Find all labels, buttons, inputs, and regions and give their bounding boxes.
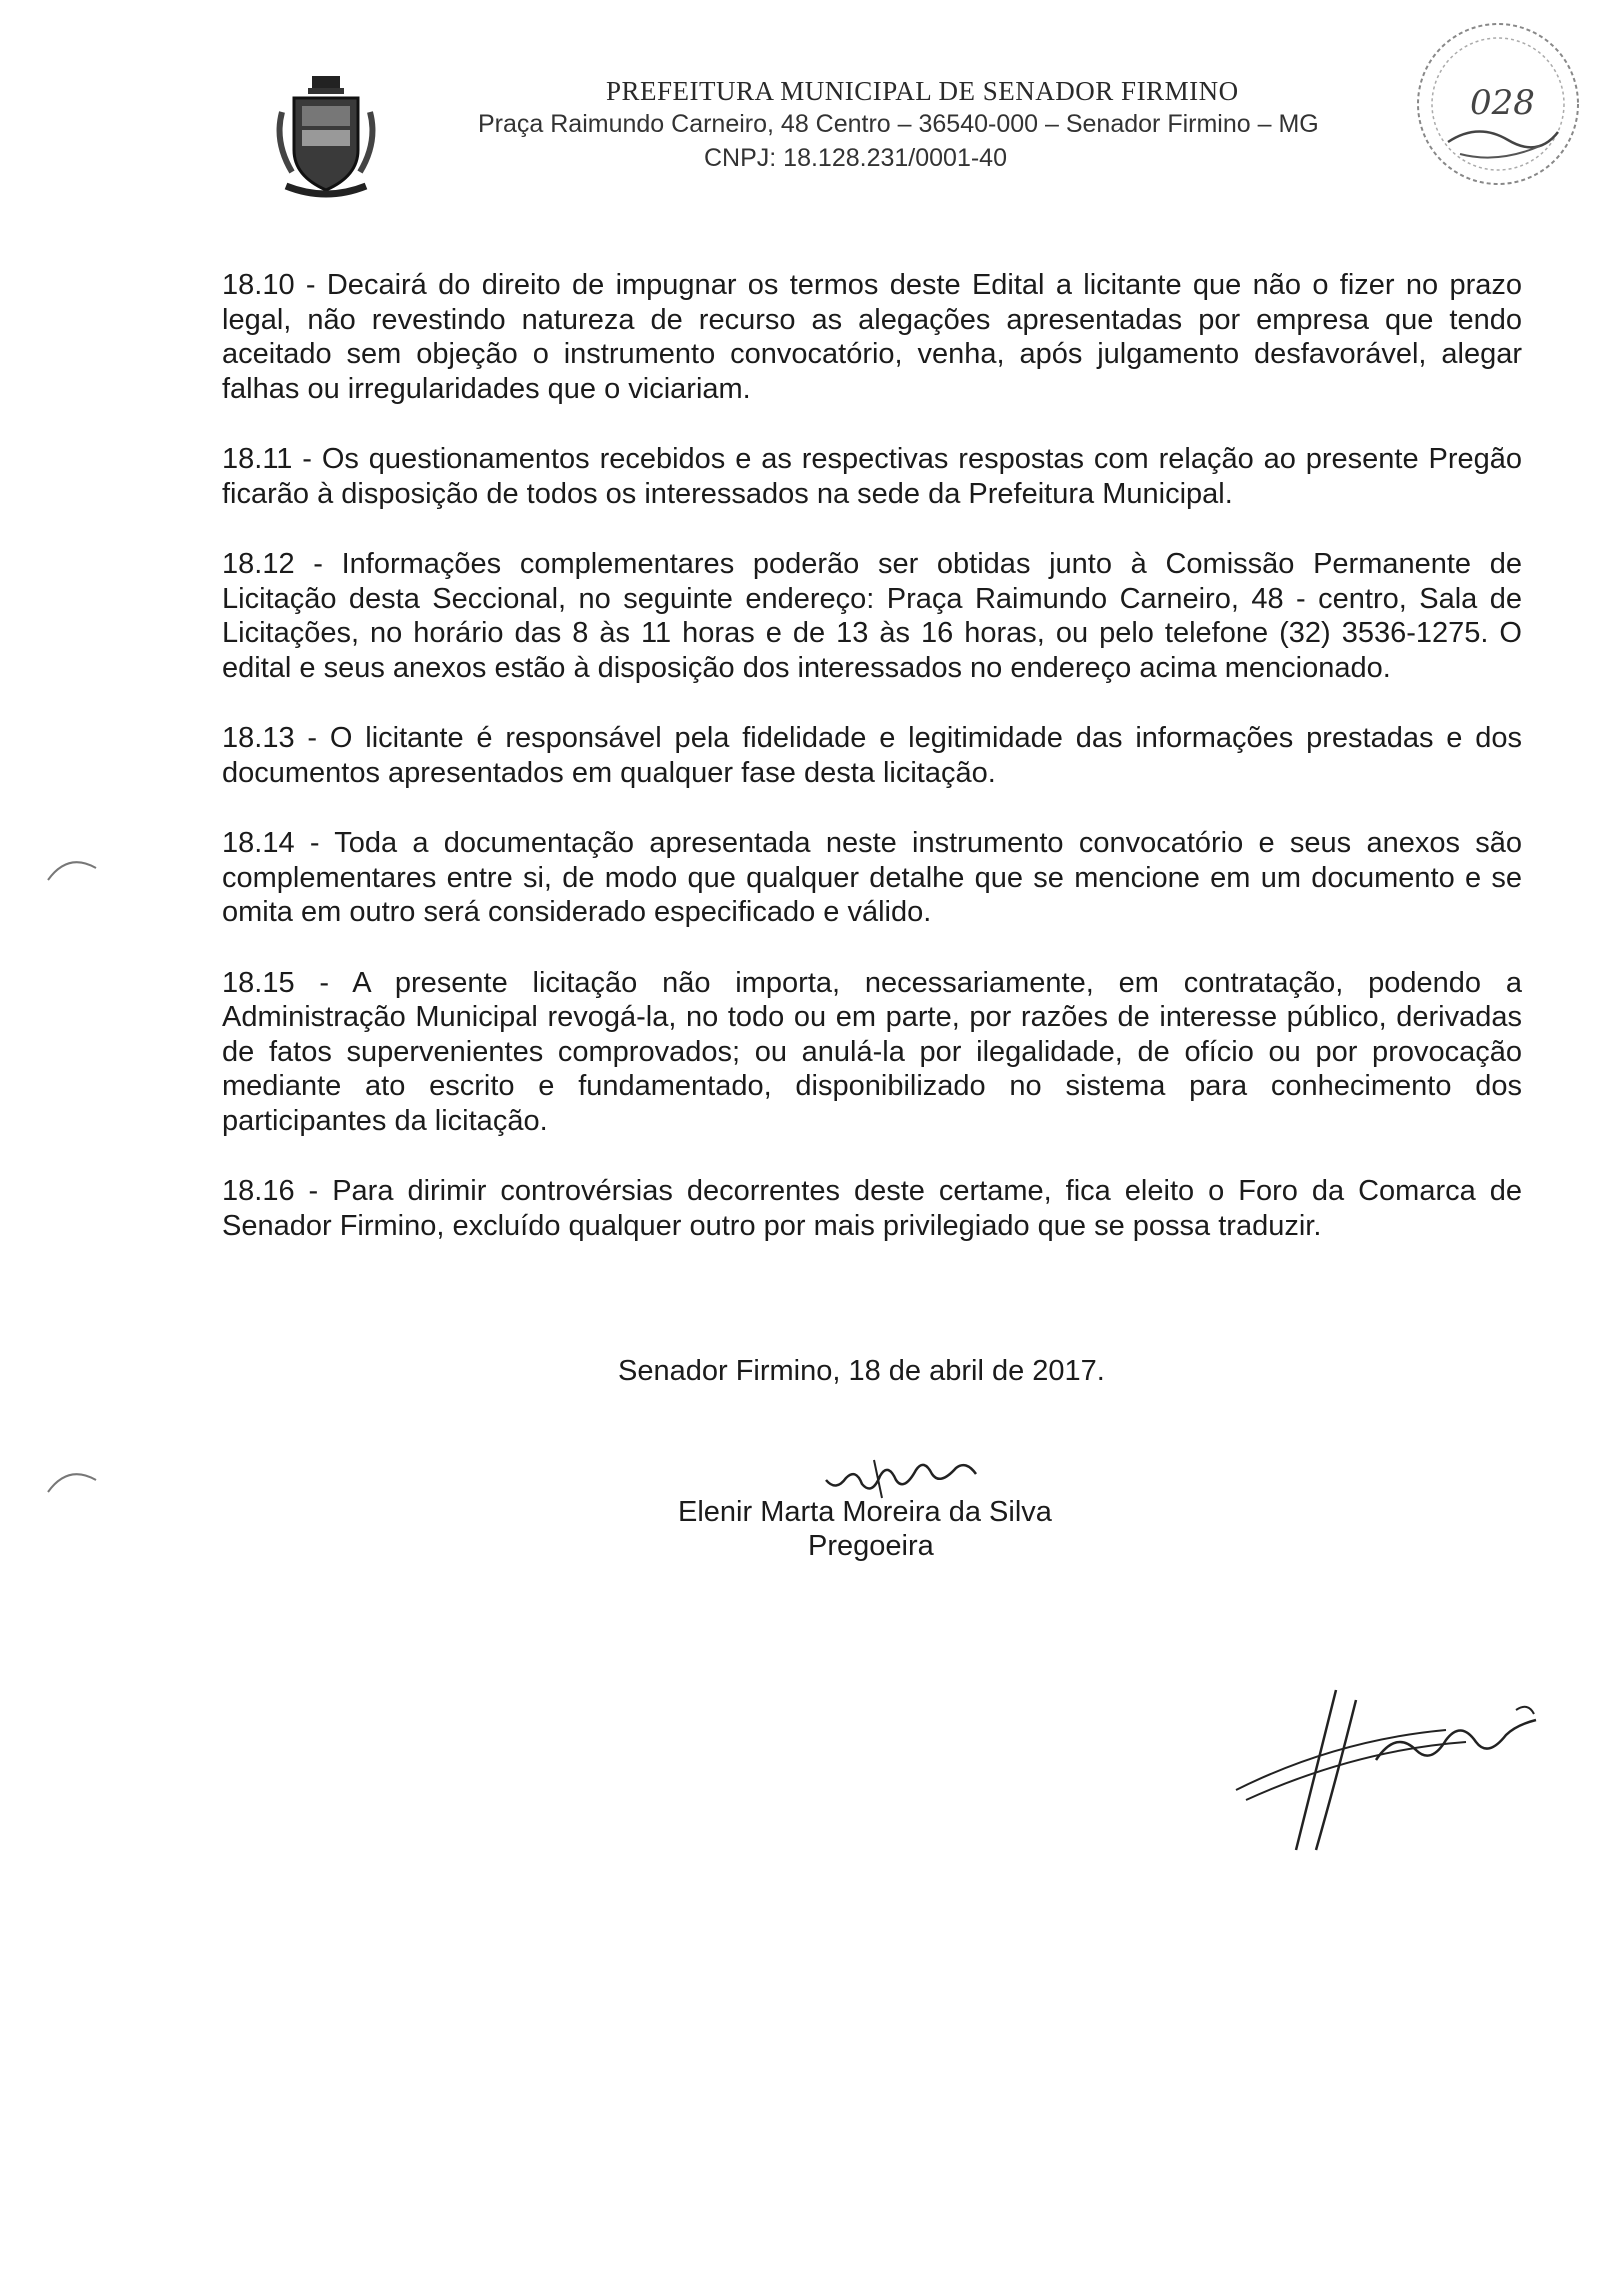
letterhead-address: Praça Raimundo Carneiro, 48 Centro – 36540-000 – Senador Firmino – MG (478, 110, 1319, 138)
letterhead (0, 0, 1600, 220)
secondary-signature-icon (1216, 1680, 1556, 1860)
clause-18-12: 18.12 - Informações complementares poderão ser obtidas junto à Comissão Permanente de Licitação desta Seccional, no seguinte endereço: Praça Raimundo Carneiro, 48 - centro, Sala de Licitações, no horário das 8 às 11 horas e de 13 às 16 horas, ou pelo telefone (32) 3536-1275. O edital e seus anexos estão à disposição dos interessados no endereço acima mencionado. (222, 548, 1522, 684)
municipal-crest-icon (272, 72, 380, 202)
commission-stamp-icon (1408, 14, 1588, 194)
margin-mark-icon (44, 846, 104, 886)
clause-18-14: 18.14 - Toda a documentação apresentada neste instrumento convocatório e seus anexos são complementares entre si, de modo que qualquer detalhe que se mencione em um documento e se omita em outro será considerado especificado e válido. (222, 827, 1522, 928)
signer-name: Elenir Marta Moreira da Silva (678, 1496, 1052, 1528)
document-body (222, 268, 1522, 1279)
stamp-number: 028 (1470, 83, 1535, 123)
letterhead-title: PREFEITURA MUNICIPAL DE SENADOR FIRMINO (606, 76, 1239, 106)
clause-18-15: 18.15 - A presente licitação não importa, necessariamente, em contratação, podendo a Administração Municipal revogá-la, no todo ou em parte, por razões de interesse público, derivadas de fatos supervenientes comprovados; ou anulá-la por ilegalidade, de ofício ou por provocação mediante ato escrito e fundamentado, disponibilizado no sistema para conhecimento dos participantes da licitação. (222, 966, 1522, 1137)
signer-role: Pregoeira (808, 1530, 934, 1562)
clause-18-11: 18.11 - Os questionamentos recebidos e as respectivas respostas com relação ao presente Pregão ficarão à disposição de todos os interessados na sede da Prefeitura Municipal. (222, 443, 1522, 510)
clause-18-16: 18.16 - Para dirimir controvérsias decorrentes deste certame, fica eleito o Foro da Comarca de Senador Firmino, excluído qualquer outro por mais privilegiado que se possa traduzir. (222, 1175, 1522, 1242)
clause-18-13: 18.13 - O licitante é responsável pela fidelidade e legitimidade das informações prestadas e dos documentos apresentados em qualquer fase desta licitação. (222, 722, 1522, 789)
letterhead-cnpj: CNPJ: 18.128.231/0001-40 (704, 144, 1007, 172)
pregoeira-signature-icon (816, 1440, 1016, 1500)
margin-mark-icon (44, 1458, 104, 1498)
clause-18-10: 18.10 - Decairá do direito de impugnar os termos deste Edital a licitante que não o fizer no prazo legal, não revestindo natureza de recurso as alegações apresentadas por empresa que tendo aceitado sem objeção o instrumento convocatório, venha, após julgamento desfavorável, alegar falhas ou irregularidades que o viciariam. (222, 269, 1522, 405)
place-and-date: Senador Firmino, 18 de abril de 2017. (618, 1355, 1105, 1387)
